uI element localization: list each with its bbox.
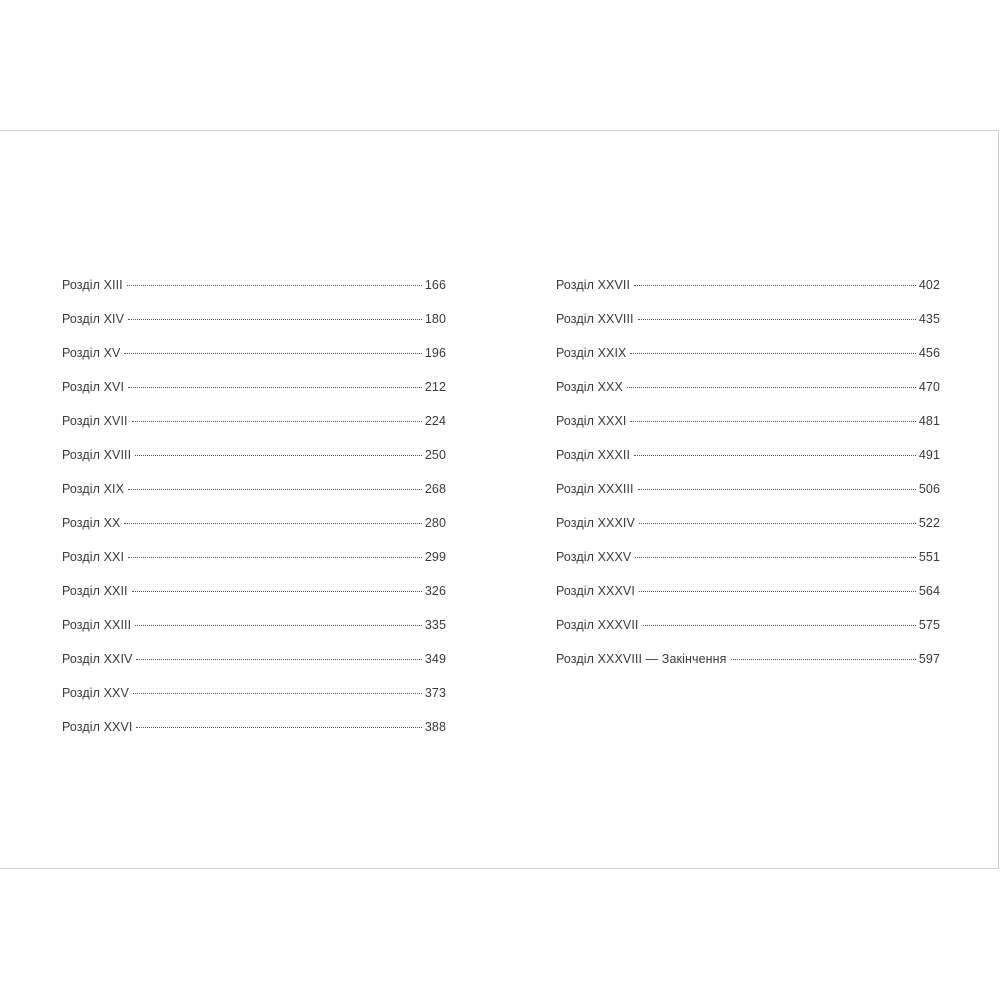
toc-entry-page: 373	[424, 686, 446, 700]
dot-leader	[132, 421, 422, 422]
dot-leader	[128, 557, 422, 558]
toc-entry	[62, 550, 446, 584]
toc-entry	[556, 550, 940, 584]
toc-entry	[62, 516, 446, 550]
toc-entry-page: 564	[918, 584, 940, 598]
toc-entry	[556, 652, 940, 686]
toc-entry-page: 326	[424, 584, 446, 598]
toc-entry	[62, 686, 446, 720]
toc-entry	[556, 448, 940, 482]
toc-entry-page: 349	[424, 652, 446, 666]
toc-entry	[62, 414, 446, 448]
toc-right-column	[556, 278, 940, 686]
toc-entry	[62, 720, 446, 754]
toc-entry-page: 551	[918, 550, 940, 564]
toc-entry-page: 268	[424, 482, 446, 496]
dot-leader	[127, 285, 422, 286]
toc-entry-title: Розділ XXXIV	[556, 516, 635, 530]
dot-leader	[639, 523, 916, 524]
toc-entry	[556, 414, 940, 448]
dot-leader	[643, 625, 916, 626]
dot-leader	[128, 489, 422, 490]
toc-entry-title: Розділ XXIII	[62, 618, 132, 632]
dot-leader	[639, 591, 916, 592]
toc-entry	[62, 312, 446, 346]
toc-entry-page: 522	[918, 516, 940, 530]
toc-entry-page: 481	[918, 414, 940, 428]
dot-leader	[638, 489, 916, 490]
toc-entry	[556, 618, 940, 652]
toc-entry-title: Розділ XV	[62, 346, 121, 360]
dot-leader	[132, 591, 422, 592]
toc-entry-title: Розділ XXXII	[556, 448, 631, 462]
toc-entry	[62, 448, 446, 482]
toc-entry-page: 196	[424, 346, 446, 360]
toc-entry	[62, 618, 446, 652]
toc-entry-page: 575	[918, 618, 940, 632]
dot-leader	[124, 353, 421, 354]
dot-leader	[634, 285, 916, 286]
toc-entry	[556, 312, 940, 346]
toc-entry-title: Розділ XXXV	[556, 550, 632, 564]
toc-entry-page: 180	[424, 312, 446, 326]
toc-entry-title: Розділ XXIV	[62, 652, 133, 666]
dot-leader	[627, 387, 916, 388]
toc-entry-page: 212	[424, 380, 446, 394]
toc-entry	[556, 584, 940, 618]
toc-entry-page: 597	[918, 652, 940, 666]
toc-entry-page: 166	[424, 278, 446, 292]
dot-leader	[128, 319, 422, 320]
dot-leader	[124, 523, 421, 524]
toc-left-column	[62, 278, 446, 754]
toc-entry	[556, 516, 940, 550]
toc-entry-title: Розділ XXXIII	[556, 482, 634, 496]
dot-leader	[136, 727, 421, 728]
toc-entry-title: Розділ XXXVII	[556, 618, 639, 632]
toc-entry-title: Розділ XXVII	[556, 278, 631, 292]
toc-entry-title: Розділ XXVI	[62, 720, 133, 734]
dot-leader	[635, 557, 916, 558]
dot-leader	[638, 319, 916, 320]
toc-entry-page: 388	[424, 720, 446, 734]
toc-entry-page: 435	[918, 312, 940, 326]
toc-entry-title: Розділ XX	[62, 516, 121, 530]
toc-entry-title: Розділ XVI	[62, 380, 125, 394]
toc-entry	[62, 346, 446, 380]
toc-entry-page: 335	[424, 618, 446, 632]
toc-entry-page: 402	[918, 278, 940, 292]
toc-entry-title: Розділ XXVIII	[556, 312, 634, 326]
dot-leader	[136, 659, 421, 660]
dot-leader	[731, 659, 916, 660]
toc-entry	[556, 482, 940, 516]
dot-leader	[133, 693, 422, 694]
toc-entry-page: 470	[918, 380, 940, 394]
toc-entry	[62, 278, 446, 312]
dot-leader	[135, 625, 422, 626]
toc-entry-page: 250	[424, 448, 446, 462]
toc-entry-title: Розділ XXXVI	[556, 584, 635, 598]
toc-entry	[62, 380, 446, 414]
toc-entry-page: 506	[918, 482, 940, 496]
toc-entry-page: 280	[424, 516, 446, 530]
toc-entry-title: Розділ XXX	[556, 380, 623, 394]
toc-entry	[62, 584, 446, 618]
toc-entry-title: Розділ XXII	[62, 584, 128, 598]
dot-leader	[630, 421, 915, 422]
dot-leader	[634, 455, 916, 456]
toc-entry	[62, 652, 446, 686]
toc-entry-title: Розділ XXXI	[556, 414, 627, 428]
toc-entry-title: Розділ XXIX	[556, 346, 627, 360]
toc-entry-title: Розділ XIX	[62, 482, 125, 496]
toc-entry-page: 299	[424, 550, 446, 564]
toc-entry-title: Розділ XIII	[62, 278, 123, 292]
toc-entry-title: Розділ XXXVIII — Закінчення	[556, 652, 727, 666]
toc-entry-title: Розділ XXV	[62, 686, 129, 700]
toc-entry	[556, 278, 940, 312]
toc-entry-title: Розділ XVII	[62, 414, 128, 428]
toc-entry-page: 491	[918, 448, 940, 462]
dot-leader	[135, 455, 422, 456]
toc-entry-page: 224	[424, 414, 446, 428]
toc-entry	[62, 482, 446, 516]
toc-entry-title: Розділ XVIII	[62, 448, 132, 462]
toc-entry-title: Розділ XXI	[62, 550, 125, 564]
toc-entry-title: Розділ XIV	[62, 312, 125, 326]
dot-leader	[630, 353, 915, 354]
toc-entry-page: 456	[918, 346, 940, 360]
book-spread	[0, 130, 999, 869]
toc-entry	[556, 346, 940, 380]
dot-leader	[128, 387, 422, 388]
toc-entry	[556, 380, 940, 414]
